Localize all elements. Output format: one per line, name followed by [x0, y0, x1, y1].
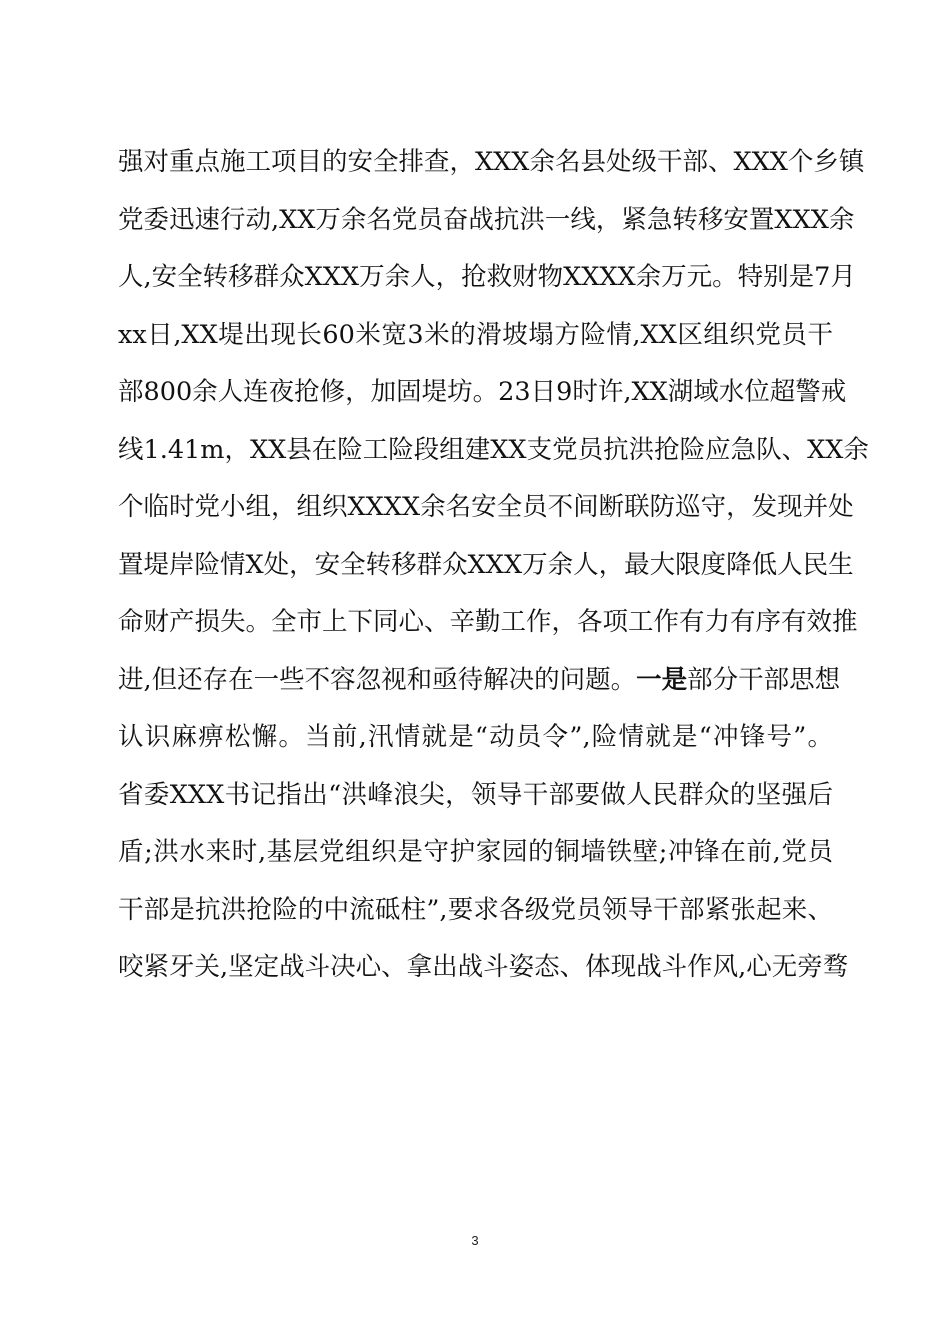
- paragraph-line-2: 党委迅速行动,XX万余名党员奋战抗洪一线，紧急转移安置XXX余: [118, 205, 855, 235]
- paragraph-line-10-after: 部分干部思想: [687, 665, 841, 695]
- paragraph-line-15: 咬紧牙关,坚定战斗决心、拿出战斗姿态、体现战斗作风,心无旁骛: [118, 952, 849, 982]
- paragraph-line-10-before: 进,但还存在一些不容忽视和亟待解决的问题。: [118, 665, 637, 695]
- paragraph-line-5: 部800余人连夜抢修，加固堤坊。23日9时许,XX湖域水位超警戒: [118, 377, 847, 407]
- paragraph-line-1: 强对重点施工项目的安全排查，XXX余名县处级干部、XXX个乡镇: [118, 147, 865, 177]
- paragraph-line-7: 个临时党小组，组织XXXX余名安全员不间断联防巡守，发现并处: [118, 492, 854, 522]
- paragraph-line-13: 盾;洪水来时,基层党组织是守护家园的铜墙铁壁;冲锋在前,党员: [118, 837, 833, 867]
- paragraph-line-11: 认识麻痹松懈。当前,汛情就是“动员令”,险情就是“冲锋号”。: [118, 722, 833, 752]
- paragraph-line-12: 省委XXX书记指出“洪峰浪尖，领导干部要做人民群众的坚强后: [118, 780, 833, 810]
- paragraph-line-4: xx日,XX堤出现长60米宽3米的滑坡塌方险情,XX区组织党员干: [118, 320, 833, 350]
- paragraph-line-10: [118, 665, 841, 695]
- paragraph-line-9: 命财产损失。全市上下同心、辛勤工作，各项工作有力有序有效推: [118, 607, 858, 637]
- paragraph-line-6: 线1.41m，XX县在险工险段组建XX支党员抗洪抢险应急队、XX余: [118, 435, 869, 465]
- paragraph-line-14: 干部是抗洪抢险的中流砥柱”,要求各级党员领导干部紧张起来、: [118, 895, 833, 925]
- paragraph-line-3: 人,安全转移群众XXX万余人，抢救财物XXXX余万元。特别是7月: [118, 262, 856, 292]
- point-one-label: 一是: [636, 665, 688, 695]
- page-number: 3: [471, 1233, 479, 1248]
- paragraph-line-8: 置堤岸险情X处，安全转移群众XXX万余人，最大限度降低人民生: [118, 550, 854, 580]
